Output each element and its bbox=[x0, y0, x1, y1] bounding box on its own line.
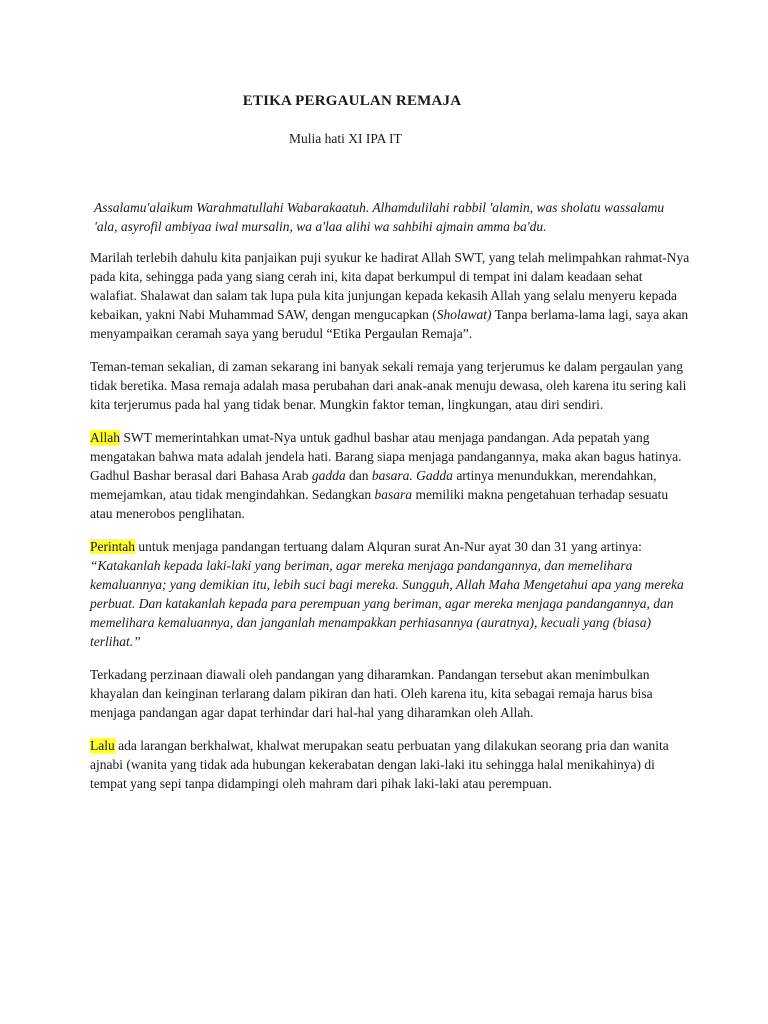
highlight-lalu: Lalu bbox=[90, 738, 115, 753]
paragraph-3-text-g: memiliki makna pengetahuan terhadap sesuatu atau menerobos penglihatan. bbox=[90, 487, 669, 521]
paragraph-4-text-a: untuk menjaga pandangan tertuang dalam Alquran surat An-Nur ayat 30 dan 31 yang artinya: bbox=[135, 539, 642, 554]
paragraph-3-text-a: SWT memerintahkan umat-Nya untuk gadhul bashar atau menjaga pandangan. Ada pepatah yang mengatakan bahwa mata adalah jendela hati. Barang siapa menjaga pandangannya, maka akan bagus hatinya. Gadhul Bashar berasal dari Bahasa Arab bbox=[90, 430, 682, 483]
highlight-perintah: Perintah bbox=[90, 539, 135, 554]
paragraph-1-text-a: Marilah terlebih dahulu kita panjaikan puji syukur ke hadirat Allah SWT, yang telah melimpahkan rahmat-Nya pada kita, sehingga pada yang siang cerah ini, kita dapat berkumpul di tempat ini dalam keadaan sehat walafiat. Shalawat dan salam tak lupa pula kita junjungan kepada kekasih Allah yang selalu menyeru kepada kebaikan, yakni Nabi Muhammad SAW, dengan mengucapkan ( bbox=[90, 250, 690, 322]
paragraph-1-sholawat: Sholawat) bbox=[436, 307, 492, 322]
document-subtitle: Mulia hati XI IPA IT bbox=[289, 131, 402, 146]
paragraph-4 bbox=[90, 537, 690, 651]
paragraph-1 bbox=[90, 248, 690, 343]
paragraph-2: Teman-teman sekalian, di zaman sekarang ini banyak sekali remaja yang terjerumus ke dalam pergaulan yang tidak beretika. Masa remaja adalah masa perubahan dari anak-anak menuju dewasa, oleh karena itu sering kali kita terjerumus pada hal yang tidak benar. Mungkin faktor teman, lingkungan, atau diri sendiri. bbox=[90, 359, 687, 412]
term-gadda: gadda bbox=[311, 468, 346, 483]
paragraph-6 bbox=[90, 736, 690, 793]
paragraph-6-text-a: ada larangan berkhalwat, khalwat merupakan seatu perbuatan yang dilakukan seorang pria dan wanita ajnabi (wanita yang tidak ada hubungan kekerabatan dengan laki-laki itu sehingga halal menikahinya) di tempat yang sepi tanpa didampingi oleh mahram dari pihak laki-laki atau perempuan. bbox=[90, 738, 669, 791]
term-basara: basara bbox=[374, 487, 413, 502]
document-body bbox=[90, 198, 690, 807]
quran-quote: “Katakanlah kepada laki-laki yang beriman, agar mereka menjaga pandangannya, dan memelihara kemaluannya; yang demikian itu, lebih suci bagi mereka. Sungguh, Allah Maha Mengetahui apa yang mereka perbuat. Dan katakanlah kepada para perempuan yang beriman, agar mereka menjaga pandangannya, dan memelihara kemaluannya, dan janganlah menampakkan perhiasannya (auratnya), kecuali yang (biasa) terlihat.” bbox=[90, 558, 684, 649]
paragraph-3 bbox=[90, 428, 690, 523]
paragraph-1-text-c: Tanpa berlama-lama lagi, saya akan menyampaikan ceramah saya yang berudul “Etika Pergaulan Remaja”. bbox=[90, 307, 689, 341]
paragraph-5: Terkadang perzinaan diawali oleh pandangan yang diharamkan. Pandangan tersebut akan menimbulkan khayalan dan keinginan terlarang dalam pikiran dan hati. Oleh karena itu, kita sebagai remaja harus bisa menjaga pandangan agar dapat terhindar dari hal-hal yang diharamkan oleh Allah. bbox=[90, 667, 653, 720]
highlight-allah: Allah bbox=[90, 430, 120, 445]
term-basara-gadda: basara. Gadda bbox=[371, 468, 453, 483]
document-title: ETIKA PERGAULAN REMAJA bbox=[242, 93, 462, 109]
opening-greeting: Assalamu'alaikum Warahmatullahi Wabarakaatuh. Alhamdulilahi rabbil 'alamin, was sholatu wassalamu 'ala, asyrofil ambiyaa iwal mursalin, wa a'laa alihi wa sahbihi ajmain amma ba'du. bbox=[94, 200, 665, 234]
paragraph-3-text-c: dan bbox=[345, 468, 372, 483]
paragraph-3-text-e: artinya menundukkan, merendahkan, memejamkan, atau tidak mengindahkan. Sedangkan bbox=[90, 468, 657, 502]
